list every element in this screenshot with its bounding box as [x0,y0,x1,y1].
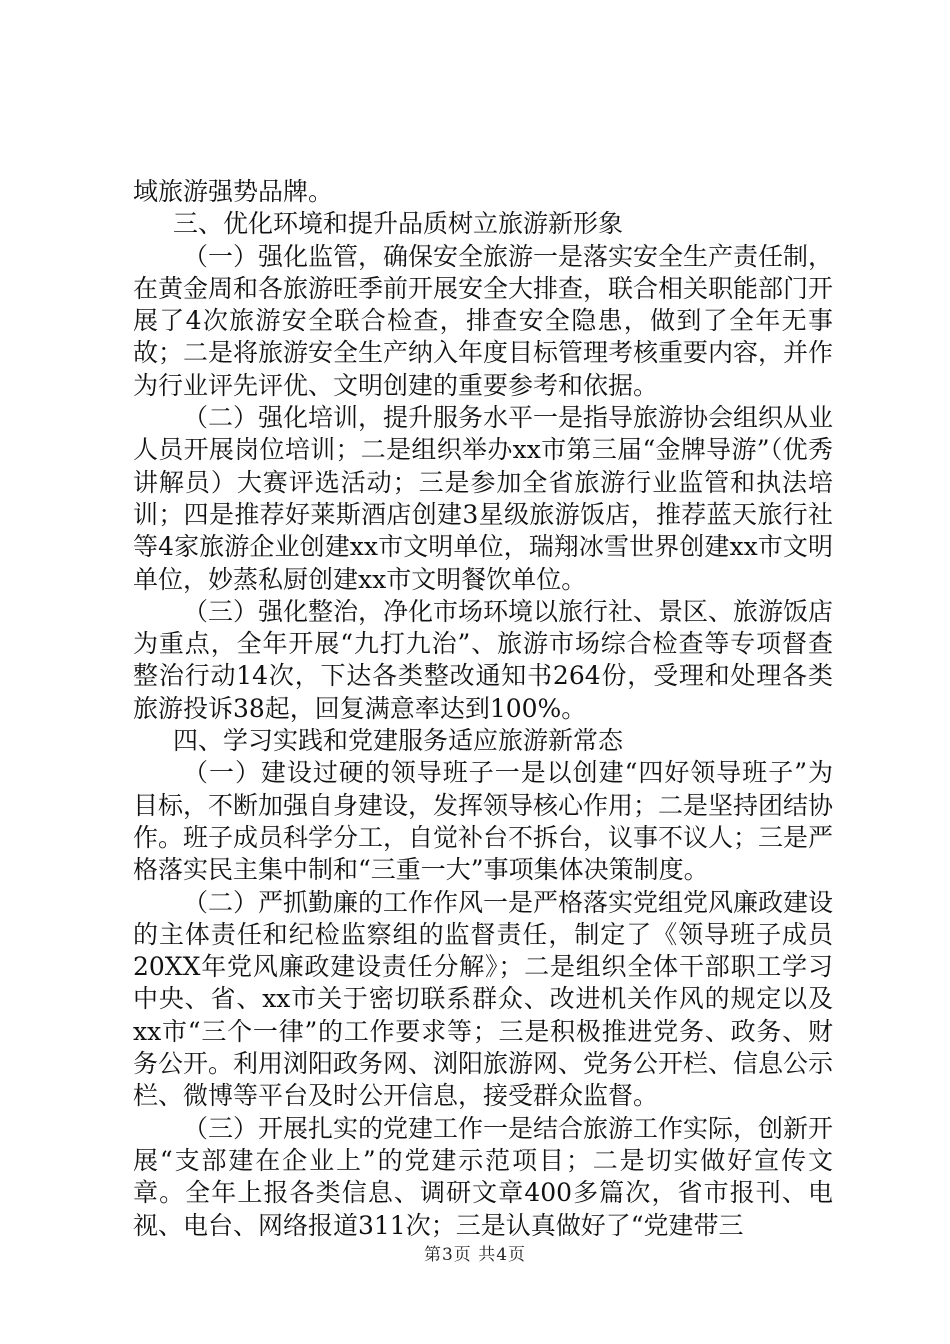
paragraph-work-style: （二）严抓勤廉的工作作风一是严格落实党组党风廉政建设的主体责任和纪检监察组的监督责任，制定了《领导班子成员20XX年党风廉政建设责任分解》；二是组织全体干部职工学习中央、省、xx市关于密切联系群众、改进机关作风的规定以及xx市“三个一律”的工作要求等；三是积极推进党务、政务、财务公开。利用浏阳政务网、浏阳旅游网、党务公开栏、信息公示栏、微博等平台及时公开信息，接受群众监督。 [133,887,834,1111]
paragraph-rectification: （三）强化整治，净化市场环境以旅行社、景区、旅游饭店为重点，全年开展“九打九治”、旅游市场综合检查等专项督查整治行动14次，下达各类整改通知书264份，受理和处理各类旅游投诉38起，回复满意率达到100%。 [133,596,834,723]
paragraph-training: （二）强化培训，提升服务水平一是指导旅游协会组织从业人员开展岗位培训；二是组织举办xx市第三届“金牌导游”（优秀讲解员）大赛评选活动；三是参加全省旅游行业监管和执法培训；四是推荐好莱斯酒店创建3星级旅游饭店，推荐蓝天旅行社等4家旅游企业创建xx市文明单位，瑞翔冰雪世界创建xx市文明单位，妙蒸私厨创建xx市文明餐饮单位。 [133,403,834,594]
page-number-footer: 第3页 共4页 [423,1245,527,1265]
section-heading-4: 四、学习实践和党建服务适应旅游新常态 [173,726,624,756]
paragraph-leadership: （一）建设过硬的领导班子一是以创建“四好领导班子”为目标，不断加强自身建设，发挥领导核心作用；二是坚持团结协作。班子成员科学分工，自觉补台不拆台，议事不议人；三是严格落实民主集中制和“三重一大”事项集体决策制度。 [133,758,834,885]
paragraph-supervision: （一）强化监管，确保安全旅游一是落实安全生产责任制，在黄金周和各旅游旺季前开展安全大排查，联合相关职能部门开展了4次旅游安全联合检查，排查安全隐患，做到了全年无事故；二是将旅游安全生产纳入年度目标管理考核重要内容，并作为行业评先评优、文明创建的重要参考和依据。 [133,241,834,400]
document-body [133,176,833,1242]
paragraph-continuation: 域旅游强势品牌。 [133,177,334,206]
section-heading-3: 三、优化环境和提升品质树立旅游新形象 [173,209,624,239]
paragraph-party-building: （三）开展扎实的党建工作一是结合旅游工作实际，创新开展“支部建在企业上”的党建示范项目；二是切实做好宣传文章。全年上报各类信息、调研文章400多篇次，省市报刊、电视、电台、网络报道311次；三是认真做好了“党建带三 [133,1113,834,1240]
